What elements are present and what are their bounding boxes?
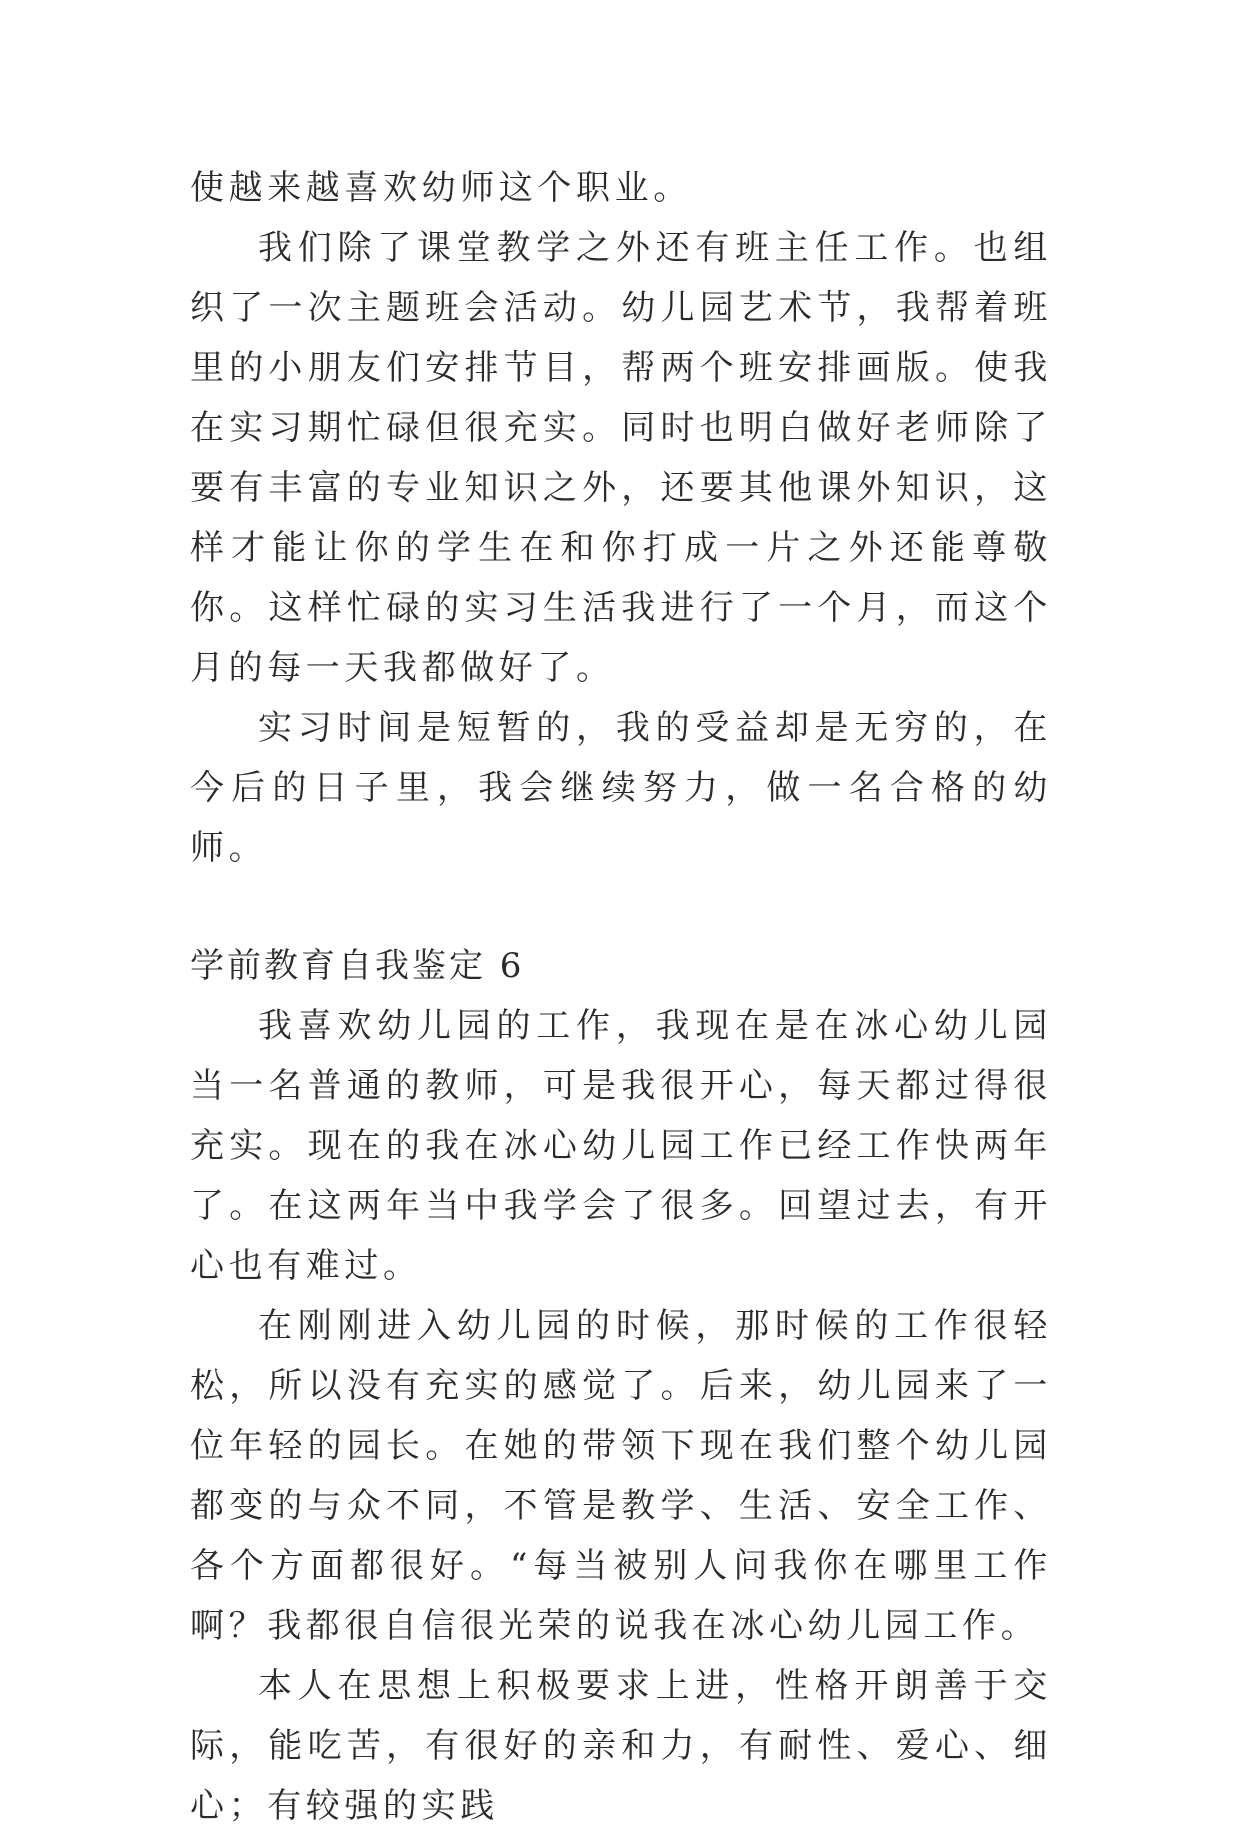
paragraph-self-assessment: 本人在思想上积极要求上进，性格开朗善于交际，能吃苦，有很好的亲和力，有耐性、爱心、细心；有较强的实践 bbox=[190, 1666, 1052, 1826]
section-spacer bbox=[190, 878, 1052, 936]
paragraph-kindergarten-work: 我喜欢幼儿园的工作，我现在是在冰心幼儿园当一名普通的教师，可是我很开心，每天都过得很充实。现在的我在冰心幼儿园工作已经工作快两年了。在这两年当中我学会了很多。回望过去，有开心也有难过。 bbox=[190, 1006, 1052, 1286]
document-body bbox=[190, 158, 1052, 1836]
paragraph-new-principal: 在刚刚进入幼儿园的时候，那时候的工作很轻松，所以没有充实的感觉了。后来，幼儿园来了一位年轻的园长。在她的带领下现在我们整个幼儿园都变的与众不同，不管是教学、生活、安全工作、各个方面都很好。“每当被别人问我你在哪里工作啊？我都很自信很光荣的说我在冰心幼儿园工作。 bbox=[190, 1306, 1052, 1646]
paragraph-class-work: 我们除了课堂教学之外还有班主任工作。也组织了一次主题班会活动。幼儿园艺术节，我帮着班里的小朋友们安排节目，帮两个班安排画版。使我在实习期忙碌但很充实。同时也明白做好老师除了要有丰富的专业知识之外，还要其他课外知识，这样才能让你的学生在和你打成一片之外还能尊敬你。这样忙碌的实习生活我进行了一个月，而这个月的每一天我都做好了。 bbox=[190, 228, 1052, 688]
paragraph-continuation: 使越来越喜欢幼师这个职业。 bbox=[190, 168, 692, 208]
paragraph-internship-summary: 实习时间是短暂的，我的受益却是无穷的，在今后的日子里，我会继续努力，做一名合格的幼师。 bbox=[190, 708, 1052, 868]
section-heading: 学前教育自我鉴定 6 bbox=[190, 946, 525, 986]
